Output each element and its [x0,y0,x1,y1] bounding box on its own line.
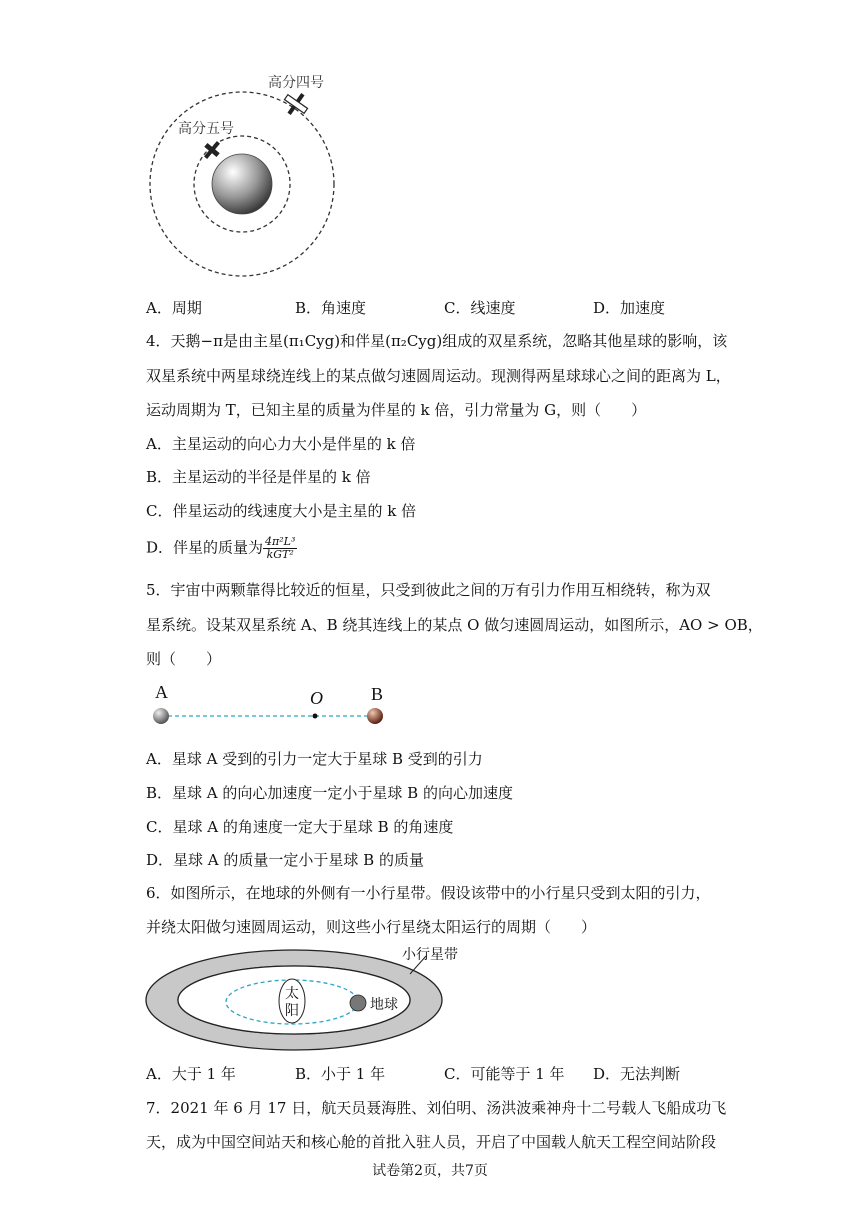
q4-stem-line1: 4．天鹅−π是由主星(π₁Cyg)和伴星(π₂Cyg)组成的双星系统，忽略其他星球的影响，该 [146,332,728,350]
q5-stem-line2: 星系统。设某双星系统 A、B 绕其连线上的某点 O 做匀速圆周运动，如图所示，AO > OB， [146,616,763,634]
q4-option-a: A．主星运动的向心力大小是伴星的 k 倍 [146,435,416,453]
q6-stem-line2: 并绕太阳做匀速圆周运动，则这些小行星绕太阳运行的周期（ ） [146,918,597,936]
inner-satellite-label: 高分五号 [178,121,234,137]
q7-stem-line2: 天，成为中国空间站天和核心舱的首批入驻人员，开启了中国载人航天工程空间站阶段 [146,1133,717,1151]
q6-option-d: D．无法判断 [593,1065,681,1083]
q5-option-d: D．星球 A 的质量一定小于星球 B 的质量 [146,851,424,869]
earth [212,154,272,214]
q5-option-b: B．星球 A 的向心加速度一定小于星球 B 的向心加速度 [146,784,513,802]
q6-option-a: A．大于 1 年 [146,1065,236,1083]
point-o [313,714,318,719]
q7-stem-line1: 7．2021 年 6 月 17 日，航天员聂海胜、刘伯明、汤洪波乘神舟十二号载人飞船成功飞 [146,1099,727,1117]
q3-option-c: C．线速度 [444,299,516,317]
sun-label-2: 阳 [285,1003,299,1019]
q5-stem-line3: 则（ ） [146,650,222,668]
q3-option-a: A．周期 [146,299,202,317]
earth [350,995,366,1011]
earth-label: 地球 [370,997,398,1013]
q5-option-c: C．星球 A 的角速度一定大于星球 B 的角速度 [146,818,454,836]
binary-star-figure [145,682,395,732]
label-o: O [310,688,323,708]
star-b [367,708,383,724]
q4-option-d: D．伴星的质量为 $\frac{\text{4π²L³}}{\text{kGT²}}$ [146,535,296,561]
mass-fraction: $\frac{\text{4π²L³}}{\text{kGT²}}$ [265,535,296,561]
outer-satellite-label: 高分四号 [268,75,324,91]
satellite-icon-outer [279,87,312,120]
q6-stem-line1: 6．如图所示，在地球的外侧有一小行星带。假设该带中的小行星只受到太阳的引力， [146,884,711,902]
q4-stem-line3: 运动周期为 T，已知主星的质量为伴星的 k 倍，引力常量为 G，则（ ） [146,401,647,419]
belt-label: 小行星带 [402,947,458,963]
q4-stem-line2: 双星系统中两星球绕连线上的某点做匀速圆周运动。现测得两星球球心之间的距离为 L， [146,367,731,385]
page-footer: 试卷第2页，共7页 [372,1163,488,1179]
q4-option-c: C．伴星运动的线速度大小是主星的 k 倍 [146,502,417,520]
q3-option-d: D．加速度 [593,299,666,317]
q5-option-a: A．星球 A 受到的引力一定大于星球 B 受到的引力 [146,750,483,768]
q4-option-b: B．主星运动的半径是伴星的 k 倍 [146,468,371,486]
q6-option-b: B．小于 1 年 [295,1065,386,1083]
q5-stem-line1: 5．宇宙中两颗靠得比较近的恒星，只受到彼此之间的万有引力作用互相绕转，称为双 [146,581,711,599]
orbit-figure [140,60,360,290]
asteroid-belt-figure [144,944,474,1056]
q6-option-c: C．可能等于 1 年 [444,1065,565,1083]
sun-label-1: 太 [285,986,299,1002]
label-b: B [371,684,384,704]
q3-option-b: B．角速度 [295,299,367,317]
star-a [153,708,169,724]
label-a: A [155,682,168,702]
